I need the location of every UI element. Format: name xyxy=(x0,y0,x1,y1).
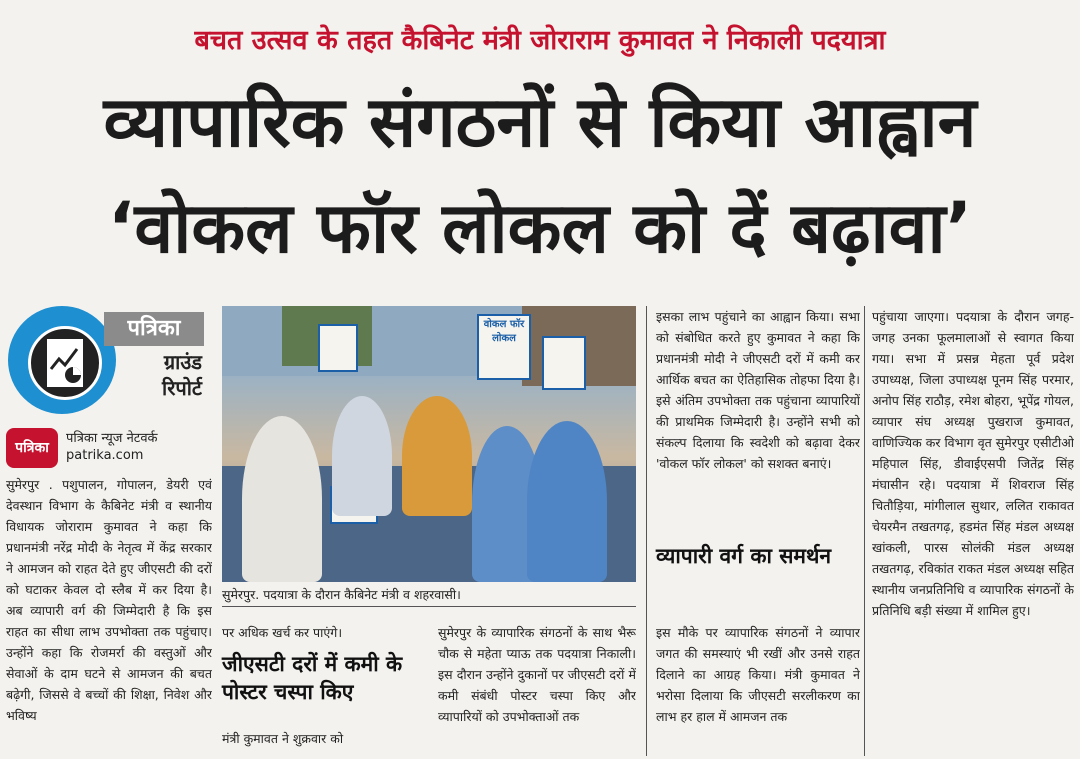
kicker-line: बचत उत्सव के तहत कैबिनेट मंत्री जोराराम कुमावत ने निकाली पदयात्रा xyxy=(194,25,886,56)
headline-line-2: ‘वोकल फॉर लोकल को दें बढ़ावा’ xyxy=(107,187,973,269)
news-photo xyxy=(222,306,636,582)
subhead-gst-posters: जीएसटी दरों में कमी के पोस्टर चस्पा किए xyxy=(222,652,403,704)
column-rule xyxy=(864,306,865,756)
ground-report-badge xyxy=(8,306,116,414)
column-4-text: इसका लाभ पहुंचाने का आह्वान किया। सभा को संबोधित करते हुए कुमावत ने कहा कि प्रधानमंत्री मोदी ने जीएसटी दरों में कमी कर आर्थिक बचत का ऐतिहासिक तोहफा दिया है। इसे अंतिम उपभोक्ता तक पहुंचाना व्यापारियों की प्राथमिक जिम्मेदारी है। उन्होंने सभी को संकल्प दिलाया कि स्वदेशी को बढ़ावा देकर 'वोकल फॉर लोकल' को सशक्त बनाएं। xyxy=(656,309,860,471)
column-3-text: सुमेरपुर के व्यापारिक संगठनों के साथ भैरू चौक से महेता प्याऊ तक पदयात्रा निकाली। इस दौरान उन्होंने दुकानों पर जीएसटी दरों में कमी संबंधी पोस्टर चस्पा किए और व्यापारियों को उपभोक्ताओं तक xyxy=(438,625,636,724)
person xyxy=(402,396,472,516)
byline-network: पत्रिका न्यूज नेटवर्क xyxy=(66,431,158,446)
column-rule xyxy=(646,306,647,756)
report-document-icon xyxy=(28,326,102,400)
badge-label-1: ग्राउंड xyxy=(163,350,202,374)
placard xyxy=(542,336,586,390)
column-5-text: पहुंचाया जाएगा। पदयात्रा के दौरान जगह-जगह उनका फूलमालाओं से स्वागत किया गया। सभा में प्रसन्न मेहता पूर्व प्रदेश उपाध्यक्ष, जिला उपाध्यक्ष पूनम सिंह परमार, अनोप सिंह राठौड़, रमेश बोहरा, भूपेंद्र गोयल, व्यापार संघ अध्यक्ष पुखराज कुमावत, वाणिज्यिक कर विभाग वृत सुमेरपुर एसीटीओ महिपाल सिंह, डीवाईएसपी जितेंद्र सिंह मंघासीन रहे। पदयात्रा में शिवराज सिंह चितौड़िया, मांगीलाल सुथार, ललित राकावत चेयरमैन तखतगढ़, हडमंत सिंह मंडल अध्यक्ष खांकली, पारस सोलंकी मंडल अध्यक्ष तखतगढ़, रविकांत राकत मंडल अध्यक्ष सहित स्थानीय जनप्रतिनिधि व व्यापारिक संगठनों के प्रतिनिधि बड़ी संख्या में शामिल हुए। xyxy=(872,309,1074,618)
badge-brand: पत्रिका xyxy=(104,312,204,346)
headline-line-1: व्यापारिक संगठनों से किया आह्वान xyxy=(103,81,977,163)
column-2-text: पर अधिक खर्च कर पाएंगे। xyxy=(222,625,343,640)
column-1-text: सुमेरपुर . पशुपालन, गोपालन, डेयरी एवं देवस्थान विभाग के कैबिनेट मंत्री व स्थानीय विधायक जोराराम कुमावत ने कहा कि प्रधानमंत्री नरेंद्र मोदी के नेतृत्व में केंद्र सरकार ने आमजन को राहत देते हुए जीएसटी की दरों को घटाकर केवल दो स्लैब में कर दिया है। अब व्यापारी वर्ग की जिम्मेदारी है कि इस राहत का सीधा लाभ उपभोक्ता तक पहुंचाए। उन्होंने कहा कि रोजमर्रा की वस्तुओं और सेवाओं के दाम घटने से आमजन की बचत बढ़ेगी, जिससे वे बच्चों की शिक्षा, निवेश और भविष्य xyxy=(6,477,212,723)
placard xyxy=(318,324,358,372)
divider xyxy=(222,606,636,607)
column-2-text-2: मंत्री कुमावत ने शुक्रवार को xyxy=(222,731,344,746)
patrika-logo: पत्रिका xyxy=(6,428,58,468)
subhead-trader-support: व्यापारी वर्ग का समर्थन xyxy=(656,544,832,568)
placard: वोकल फॉर लोकल xyxy=(477,314,531,380)
badge-label-2: रिपोर्ट xyxy=(162,376,202,400)
person xyxy=(242,416,322,582)
person xyxy=(332,396,392,516)
photo-caption: सुमेरपुर. पदयात्रा के दौरान कैबिनेट मंत्री व शहरवासी। xyxy=(222,587,461,602)
column-4-text-2: इस मौके पर व्यापारिक संगठनों ने व्यापार जगत की समस्याएं भी रखीं और उनसे राहत दिलाने का आग्रह किया। मंत्री कुमावत ने भरोसा दिलाया कि जीएसटी सरलीकरण का लाभ हर हाल में आमजन तक xyxy=(656,625,860,724)
byline-site: patrika.com xyxy=(66,448,144,463)
person xyxy=(527,421,607,582)
